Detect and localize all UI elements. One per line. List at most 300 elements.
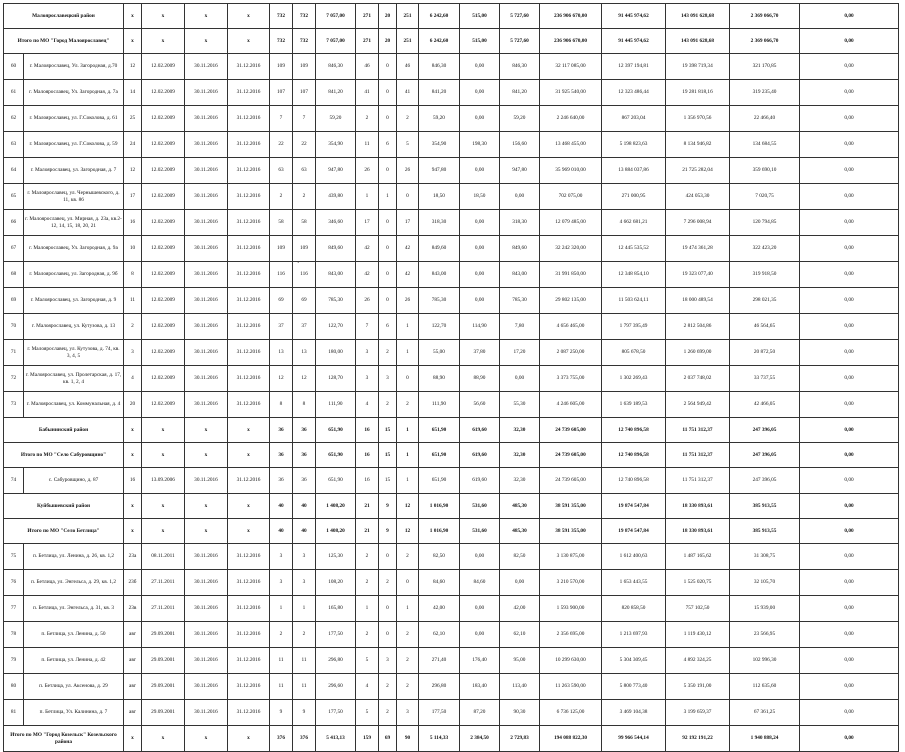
- cell-col-16: 3 210 570,00: [540, 570, 602, 596]
- cell-col-11: 3: [379, 366, 397, 392]
- cell-col-12: 251: [397, 29, 419, 54]
- cell-col-3: х: [124, 443, 142, 468]
- cell-col-12: 1: [397, 596, 419, 622]
- address-cell: п. Бетлица, ул. Ленина, д. 26, кв. 1,2: [24, 544, 124, 570]
- cell-col-5: 30.11.2016: [185, 288, 228, 314]
- cell-col-12: 1: [397, 340, 419, 366]
- cell-col-17: 1 213 697,93: [602, 622, 666, 648]
- cell-col-10: 271: [356, 4, 379, 29]
- cell-col-14: 619,60: [460, 468, 500, 494]
- cell-col-7: 3: [270, 570, 293, 596]
- cell-col-18: 143 091 628,68: [666, 4, 730, 29]
- row-number: 78: [4, 622, 24, 648]
- cell-col-7: 2: [270, 622, 293, 648]
- cell-col-6: 31.12.2016: [228, 674, 270, 700]
- cell-col-14: 198,30: [460, 132, 500, 158]
- cell-col-14: 56,60: [460, 392, 500, 418]
- cell-col-20: 0,00: [800, 596, 899, 622]
- cell-col-17: 91 445 974,62: [602, 29, 666, 54]
- cell-col-15: 32,30: [500, 418, 540, 443]
- cell-col-20: 0,00: [800, 519, 899, 544]
- cell-col-19: 134 684,55: [730, 132, 800, 158]
- row-number: 71: [4, 340, 24, 366]
- cell-col-20: 0,00: [800, 392, 899, 418]
- cell-col-12: 26: [397, 288, 419, 314]
- cell-col-15: 55,30: [500, 392, 540, 418]
- cell-col-9: 843,00: [316, 262, 356, 288]
- cell-col-20: 0,00: [800, 314, 899, 340]
- cell-col-20: 0,00: [800, 106, 899, 132]
- row-number: 67: [4, 236, 24, 262]
- cell-col-18: 2 037 748,02: [666, 366, 730, 392]
- cell-col-7: 116: [270, 262, 293, 288]
- cell-col-19: 20 872,50: [730, 340, 800, 366]
- cell-col-16: 4 656 465,00: [540, 314, 602, 340]
- cell-col-13: 271,40: [419, 648, 460, 674]
- table-row: [4, 468, 899, 494]
- cell-col-10: 26: [356, 158, 379, 184]
- cell-col-12: 2: [397, 622, 419, 648]
- table-row: [4, 184, 899, 210]
- cell-col-19: 247 396,05: [730, 468, 800, 494]
- cell-col-9: 947,80: [316, 158, 356, 184]
- cell-col-11: 0: [379, 106, 397, 132]
- cell-col-18: 1 260 699,00: [666, 340, 730, 366]
- summary-row: [4, 29, 899, 54]
- address-cell: г. Малоярославец, ул. Г.Соколова, д. 59: [24, 132, 124, 158]
- cell-col-18: 18 000 489,54: [666, 288, 730, 314]
- cell-col-16: 38 591 355,00: [540, 519, 602, 544]
- cell-col-5: 30.11.2016: [185, 158, 228, 184]
- cell-col-10: 42: [356, 236, 379, 262]
- cell-col-4: 12.02.2009: [142, 80, 185, 106]
- address-cell: г. Малоярославец, ул. Мирная, д. 23а, кв.2-12, 14, 15, 18, 20, 21: [24, 210, 124, 236]
- cell-col-16: 10 299 630,00: [540, 648, 602, 674]
- cell-col-19: 319 918,50: [730, 262, 800, 288]
- cell-col-6: 31.12.2016: [228, 570, 270, 596]
- cell-col-15: 82,50: [500, 544, 540, 570]
- cell-col-8: 3: [293, 544, 316, 570]
- cell-col-8: 8: [293, 392, 316, 418]
- cell-col-9: 125,30: [316, 544, 356, 570]
- row-number: 81: [4, 700, 24, 726]
- cell-col-4: х: [142, 443, 185, 468]
- cell-col-15: 485,30: [500, 519, 540, 544]
- row-number: 66: [4, 210, 24, 236]
- cell-col-7: 22: [270, 132, 293, 158]
- cell-col-16: 2 087 250,00: [540, 340, 602, 366]
- summary-title: Итого по МО "Город Малоярославец": [4, 29, 124, 54]
- cell-col-9: 5 413,13: [316, 726, 356, 752]
- cell-col-7: 1: [270, 596, 293, 622]
- cell-col-13: 177,50: [419, 700, 460, 726]
- cell-col-3: 24: [124, 132, 142, 158]
- cell-col-5: 30.11.2016: [185, 674, 228, 700]
- cell-col-3: 12: [124, 54, 142, 80]
- cell-col-17: 3 469 104,38: [602, 700, 666, 726]
- cell-col-12: 2: [397, 648, 419, 674]
- cell-col-13: 55,00: [419, 340, 460, 366]
- cell-col-11: 20: [379, 4, 397, 29]
- row-number: 68: [4, 262, 24, 288]
- cell-col-15: 32,30: [500, 468, 540, 494]
- cell-col-13: 5 114,33: [419, 726, 460, 752]
- cell-col-14: 176,40: [460, 648, 500, 674]
- cell-col-14: 619,60: [460, 443, 500, 468]
- cell-col-16: 24 739 605,00: [540, 468, 602, 494]
- cell-col-9: 651,90: [316, 468, 356, 494]
- cell-col-15: 841,20: [500, 80, 540, 106]
- cell-col-13: 651,90: [419, 418, 460, 443]
- summary-title: Куйбышевский район: [4, 494, 124, 519]
- cell-col-9: 296,60: [316, 674, 356, 700]
- cell-col-6: 31.12.2016: [228, 622, 270, 648]
- summary-title: Итого по МО "Село Бетлица": [4, 519, 124, 544]
- cell-col-4: 12.02.2009: [142, 106, 185, 132]
- cell-col-8: 2: [293, 622, 316, 648]
- cell-col-11: 6: [379, 132, 397, 158]
- cell-col-16: 194 088 822,30: [540, 726, 602, 752]
- cell-col-6: х: [228, 726, 270, 752]
- cell-col-17: 13 884 037,86: [602, 158, 666, 184]
- address-cell: г. Малоярославец, Ул. Загородная, д. 9а: [24, 236, 124, 262]
- cell-col-11: 20: [379, 29, 397, 54]
- cell-col-13: 59,20: [419, 106, 460, 132]
- address-cell: п. Бетлица, Ул. Калинина, д. 7: [24, 700, 124, 726]
- cell-col-17: 5 800 773,40: [602, 674, 666, 700]
- cell-col-4: 12.02.2009: [142, 132, 185, 158]
- cell-col-18: 18 330 893,61: [666, 519, 730, 544]
- cell-col-17: 4 662 681,21: [602, 210, 666, 236]
- cell-col-20: 0,00: [800, 54, 899, 80]
- cell-col-11: 9: [379, 494, 397, 519]
- cell-col-14: 0,00: [460, 158, 500, 184]
- cell-col-8: 107: [293, 80, 316, 106]
- cell-col-12: 0: [397, 184, 419, 210]
- cell-col-14: 18,50: [460, 184, 500, 210]
- cell-col-3: 8: [124, 262, 142, 288]
- cell-col-19: 67 361,25: [730, 700, 800, 726]
- cell-col-10: 2: [356, 570, 379, 596]
- cell-col-18: 11 751 312,37: [666, 443, 730, 468]
- cell-col-8: 11: [293, 674, 316, 700]
- cell-col-17: 867 203,04: [602, 106, 666, 132]
- cell-col-14: 84,60: [460, 570, 500, 596]
- cell-col-9: 849,60: [316, 236, 356, 262]
- cell-col-17: 12 445 535,52: [602, 236, 666, 262]
- cell-col-8: 69: [293, 288, 316, 314]
- cell-col-11: 0: [379, 54, 397, 80]
- cell-col-10: 11: [356, 132, 379, 158]
- cell-col-7: 40: [270, 519, 293, 544]
- table-row: [4, 648, 899, 674]
- cell-col-3: 14: [124, 80, 142, 106]
- cell-col-3: 4: [124, 366, 142, 392]
- row-number: 73: [4, 392, 24, 418]
- cell-col-8: 12: [293, 366, 316, 392]
- cell-col-16: 32 117 085,00: [540, 54, 602, 80]
- table-row: [4, 262, 899, 288]
- table-row: [4, 340, 899, 366]
- cell-col-8: 11: [293, 648, 316, 674]
- address-cell: п. Бетлица, ул. Энгельса, д. 31, кв. 3: [24, 596, 124, 622]
- cell-col-14: 0,00: [460, 288, 500, 314]
- cell-col-8: 63: [293, 158, 316, 184]
- cell-col-20: 0,00: [800, 570, 899, 596]
- row-number: 61: [4, 80, 24, 106]
- cell-col-15: 32,30: [500, 443, 540, 468]
- cell-col-19: 2 369 066,70: [730, 4, 800, 29]
- cell-col-9: 177,50: [316, 622, 356, 648]
- cell-col-20: 0,00: [800, 340, 899, 366]
- cell-col-3: 3: [124, 340, 142, 366]
- cell-col-6: 31.12.2016: [228, 262, 270, 288]
- cell-col-3: 17: [124, 184, 142, 210]
- cell-col-11: 0: [379, 596, 397, 622]
- cell-col-4: 12.02.2009: [142, 262, 185, 288]
- cell-col-7: 40: [270, 494, 293, 519]
- cell-col-9: 7 057,00: [316, 29, 356, 54]
- cell-col-3: 12: [124, 158, 142, 184]
- cell-col-15: 318,30: [500, 210, 540, 236]
- cell-col-4: 27.11.2011: [142, 596, 185, 622]
- cell-col-15: 95,00: [500, 648, 540, 674]
- cell-col-16: 236 906 670,00: [540, 4, 602, 29]
- cell-col-8: 58: [293, 210, 316, 236]
- cell-col-4: 29.09.2001: [142, 648, 185, 674]
- cell-col-12: 26: [397, 158, 419, 184]
- cell-col-15: 0,00: [500, 184, 540, 210]
- address-cell: г. Малоярославец, ул. Коммунальная, д. 4: [24, 392, 124, 418]
- cell-col-10: 7: [356, 314, 379, 340]
- cell-col-19: 33 737,55: [730, 366, 800, 392]
- cell-col-14: 2 384,50: [460, 726, 500, 752]
- cell-col-17: 5 198 823,63: [602, 132, 666, 158]
- cell-col-15: 17,20: [500, 340, 540, 366]
- cell-col-19: 7 020,75: [730, 184, 800, 210]
- address-cell: п. Бетлица, ул. Энгельса, д. 29, кв. 1,2: [24, 570, 124, 596]
- row-number: 65: [4, 184, 24, 210]
- cell-col-9: 180,00: [316, 340, 356, 366]
- table-row: [4, 106, 899, 132]
- cell-col-9: 439,80: [316, 184, 356, 210]
- table-row: [4, 544, 899, 570]
- cell-col-20: 0,00: [800, 210, 899, 236]
- cell-col-7: 12: [270, 366, 293, 392]
- cell-col-15: 156,60: [500, 132, 540, 158]
- address-cell: г. Малоярославец, ул. Чернышевского, д. 11, кв. 86: [24, 184, 124, 210]
- cell-col-10: 4: [356, 674, 379, 700]
- table-row: [4, 54, 899, 80]
- cell-col-5: х: [185, 29, 228, 54]
- cell-col-9: 177,50: [316, 700, 356, 726]
- cell-col-11: 2: [379, 570, 397, 596]
- cell-col-10: 3: [356, 366, 379, 392]
- cell-col-14: 0,00: [460, 54, 500, 80]
- row-number: 69: [4, 288, 24, 314]
- cell-col-8: 36: [293, 418, 316, 443]
- cell-col-17: 12 348 854,10: [602, 262, 666, 288]
- cell-col-17: 99 966 544,14: [602, 726, 666, 752]
- address-cell: с. Сабуровщино, д. 87: [24, 468, 124, 494]
- cell-col-19: 15 939,00: [730, 596, 800, 622]
- cell-col-6: 31.12.2016: [228, 700, 270, 726]
- cell-col-16: 38 591 355,00: [540, 494, 602, 519]
- cell-col-10: 4: [356, 392, 379, 418]
- cell-col-5: 30.11.2016: [185, 392, 228, 418]
- cell-col-4: 12.02.2009: [142, 392, 185, 418]
- cell-col-8: 36: [293, 468, 316, 494]
- cell-col-6: 31.12.2016: [228, 648, 270, 674]
- cell-col-3: 2: [124, 314, 142, 340]
- summary-title: Малоярославецкий район: [4, 4, 124, 29]
- cell-col-8: 2: [293, 184, 316, 210]
- cell-col-5: 30.11.2016: [185, 184, 228, 210]
- cell-col-16: 2 356 695,00: [540, 622, 602, 648]
- cell-col-14: 0,00: [460, 210, 500, 236]
- cell-col-9: 108,20: [316, 570, 356, 596]
- cell-col-13: 6 242,60: [419, 29, 460, 54]
- cell-col-8: 37: [293, 314, 316, 340]
- cell-col-11: 15: [379, 418, 397, 443]
- cell-col-17: 11 503 624,11: [602, 288, 666, 314]
- cell-col-14: 515,00: [460, 29, 500, 54]
- cell-col-12: 251: [397, 4, 419, 29]
- cell-col-5: 30.11.2016: [185, 570, 228, 596]
- cell-col-12: 12: [397, 494, 419, 519]
- cell-col-9: 296,80: [316, 648, 356, 674]
- cell-col-8: 13: [293, 340, 316, 366]
- cell-col-16: 24 739 605,00: [540, 418, 602, 443]
- cell-col-4: 29.09.2001: [142, 700, 185, 726]
- cell-col-10: 16: [356, 418, 379, 443]
- row-number: 74: [4, 468, 24, 494]
- cell-col-17: 1 797 395,49: [602, 314, 666, 340]
- address-cell: г. Малоярославец, ул. Пролетарская, д. 17, кв. 1, 2, 4: [24, 366, 124, 392]
- cell-col-4: 12.02.2009: [142, 158, 185, 184]
- table-row: [4, 392, 899, 418]
- cell-col-11: 2: [379, 674, 397, 700]
- cell-col-14: 0,00: [460, 236, 500, 262]
- cell-col-3: 16: [124, 210, 142, 236]
- cell-col-18: 424 053,30: [666, 184, 730, 210]
- cell-col-20: 0,00: [800, 158, 899, 184]
- cell-col-10: 3: [356, 340, 379, 366]
- cell-col-17: 820 858,50: [602, 596, 666, 622]
- cell-col-6: 31.12.2016: [228, 544, 270, 570]
- cell-col-13: 42,00: [419, 596, 460, 622]
- cell-col-11: 9: [379, 519, 397, 544]
- cell-col-3: авг: [124, 622, 142, 648]
- table-row: [4, 674, 899, 700]
- table-row: [4, 80, 899, 106]
- cell-col-15: 59,20: [500, 106, 540, 132]
- cell-col-15: 947,80: [500, 158, 540, 184]
- table-row: [4, 132, 899, 158]
- cell-col-20: 0,00: [800, 184, 899, 210]
- cell-col-14: 0,00: [460, 596, 500, 622]
- cell-col-13: 785,30: [419, 288, 460, 314]
- cell-col-3: 11: [124, 288, 142, 314]
- cell-col-6: х: [228, 494, 270, 519]
- cell-col-12: 42: [397, 236, 419, 262]
- cell-col-17: 91 445 974,62: [602, 4, 666, 29]
- cell-col-10: 2: [356, 622, 379, 648]
- cell-col-3: авг: [124, 674, 142, 700]
- address-cell: г. Малоярославец, ул. Г.Соколова, д. 61: [24, 106, 124, 132]
- cell-col-13: 296,80: [419, 674, 460, 700]
- cell-col-15: 785,30: [500, 288, 540, 314]
- cell-col-7: 7: [270, 106, 293, 132]
- cell-col-8: 732: [293, 4, 316, 29]
- cell-col-13: 843,00: [419, 262, 460, 288]
- cell-col-12: 17: [397, 210, 419, 236]
- summary-row: [4, 494, 899, 519]
- cell-col-3: х: [124, 726, 142, 752]
- cell-col-3: х: [124, 519, 142, 544]
- summary-row: [4, 4, 899, 29]
- cell-col-16: 1 593 900,00: [540, 596, 602, 622]
- cell-col-7: 107: [270, 80, 293, 106]
- cell-col-16: 4 246 605,00: [540, 392, 602, 418]
- summary-title: Итого по МО "Город Козельск" Козельского района: [4, 726, 124, 752]
- cell-col-5: 30.11.2016: [185, 210, 228, 236]
- cell-col-19: 23 566,95: [730, 622, 800, 648]
- cell-col-18: 18 330 893,61: [666, 494, 730, 519]
- row-number: 72: [4, 366, 24, 392]
- cell-col-6: 31.12.2016: [228, 314, 270, 340]
- cell-col-5: х: [185, 726, 228, 752]
- row-number: 60: [4, 54, 24, 80]
- cell-col-6: 31.12.2016: [228, 80, 270, 106]
- cell-col-17: 12 740 896,58: [602, 443, 666, 468]
- cell-col-6: х: [228, 519, 270, 544]
- cell-col-12: 12: [397, 519, 419, 544]
- cell-col-9: 846,30: [316, 54, 356, 80]
- cell-col-11: 15: [379, 468, 397, 494]
- cell-col-9: 1 408,20: [316, 494, 356, 519]
- cell-col-6: х: [228, 443, 270, 468]
- cell-col-5: 30.11.2016: [185, 468, 228, 494]
- cell-col-19: 102 996,30: [730, 648, 800, 674]
- cell-col-4: х: [142, 494, 185, 519]
- cell-col-5: 30.11.2016: [185, 314, 228, 340]
- cell-col-18: 5 350 191,00: [666, 674, 730, 700]
- cell-col-4: х: [142, 418, 185, 443]
- cell-col-12: 90: [397, 726, 419, 752]
- cell-col-17: 5 304 309,45: [602, 648, 666, 674]
- address-cell: г. Малоярославец, ул. Кутузова, д. 74, кв. 3, 4, 5: [24, 340, 124, 366]
- cell-col-15: 62,10: [500, 622, 540, 648]
- cell-col-19: 321 170,85: [730, 54, 800, 80]
- cell-col-18: 11 751 312,37: [666, 418, 730, 443]
- cell-col-9: 111,90: [316, 392, 356, 418]
- address-cell: г. Малоярославец, ул. Загородная, д. 9: [24, 288, 124, 314]
- cell-col-17: 12 740 896,58: [602, 418, 666, 443]
- cell-col-15: 5 727,60: [500, 29, 540, 54]
- cell-col-3: х: [124, 4, 142, 29]
- cell-col-18: 1 487 165,62: [666, 544, 730, 570]
- cell-col-19: 31 308,75: [730, 544, 800, 570]
- cell-col-7: 109: [270, 54, 293, 80]
- cell-col-13: 1 016,90: [419, 519, 460, 544]
- table-row: [4, 158, 899, 184]
- cell-col-5: 30.11.2016: [185, 340, 228, 366]
- cell-col-13: 651,90: [419, 443, 460, 468]
- cell-col-10: 16: [356, 468, 379, 494]
- cell-col-7: 732: [270, 4, 293, 29]
- cell-col-6: 31.12.2016: [228, 392, 270, 418]
